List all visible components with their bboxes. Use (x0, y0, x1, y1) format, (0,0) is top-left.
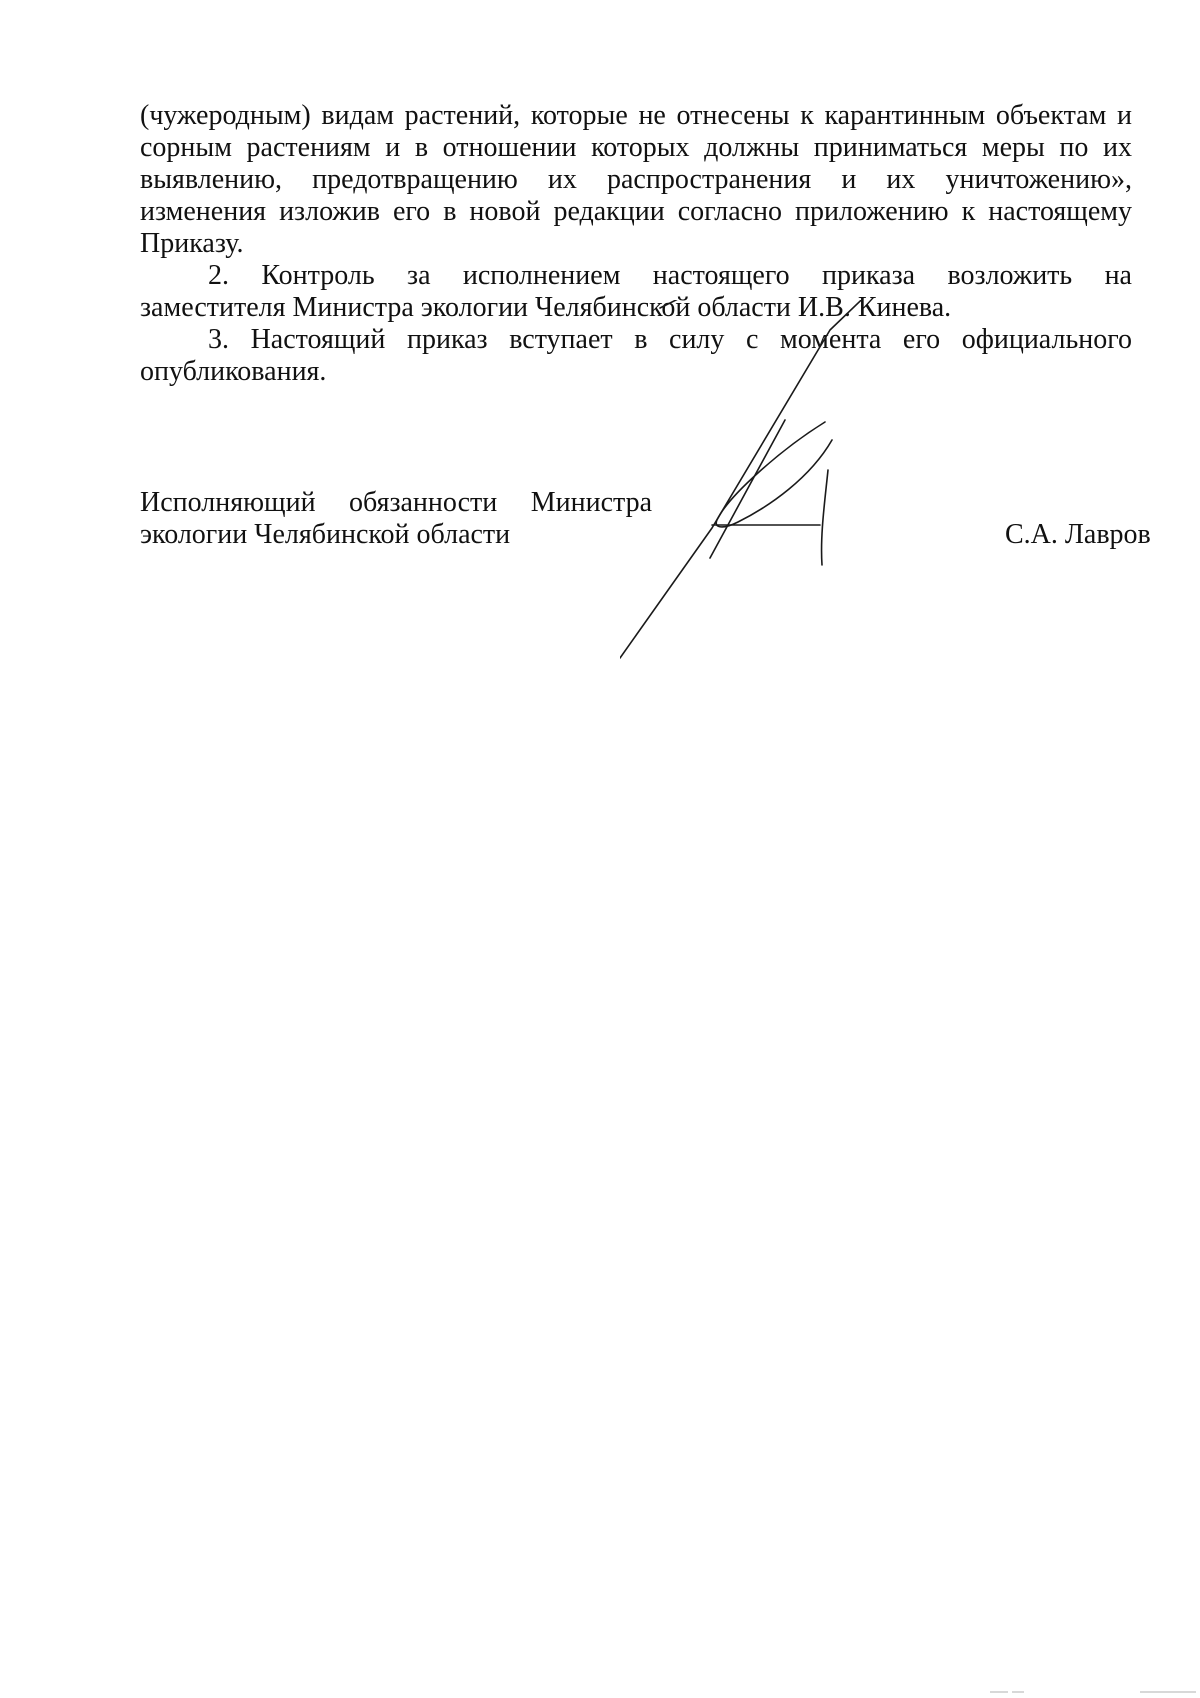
scan-mark (1140, 1691, 1196, 1693)
signer-position-line1: Исполняющий обязанности Министра (140, 487, 652, 518)
body-text-line: 3. Настоящий приказ вступает в силу с момента его официального (208, 324, 1132, 355)
body-text-line: заместителя Министра экологии Челябинской области И.В. Кинева. (140, 292, 952, 323)
body-text-line: 2. Контроль за исполнением настоящего приказа возложить на (208, 260, 1132, 291)
signer-name: С.А. Лавров (1005, 519, 1151, 550)
signer-position-line2: экологии Челябинской области (140, 519, 511, 550)
body-text-line: выявлению, предотвращению их распространения и их уничтожению», (140, 164, 1132, 195)
body-text-line: (чужеродным) видам растений, которые не отнесены к карантинным объектам и (140, 100, 1132, 131)
handwritten-signature-icon (620, 300, 940, 680)
scan-mark (1012, 1691, 1024, 1693)
body-text-line: Приказу. (140, 228, 244, 259)
body-text-line: сорным растениям и в отношении которых должны приниматься меры по их (140, 132, 1132, 163)
body-text-line: опубликования. (140, 356, 327, 387)
scan-mark (990, 1691, 1008, 1693)
body-text-line: изменения изложив его в новой редакции согласно приложению к настоящему (140, 196, 1132, 227)
